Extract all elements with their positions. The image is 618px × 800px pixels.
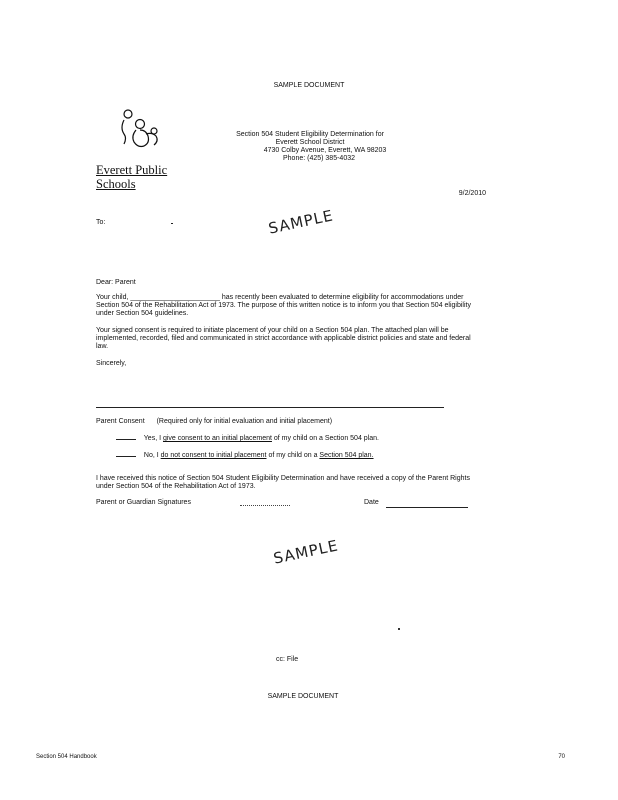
signature-line — [96, 407, 444, 408]
date-label: Date — [364, 499, 379, 506]
acknowledgment: I have received this notice of Section 504 Student Eligibility Determination and have received a copy of the Parent Rights under Section 504 of the Rehabilitation Act of 1973. — [96, 475, 470, 490]
logo-name: Everett Public Schools — [96, 163, 168, 191]
salutation: Dear: Parent — [96, 279, 136, 286]
consent-title: Parent Consent — [96, 418, 145, 425]
consent-paragraph: Your signed consent is required to initiate placement of your child on a Section 504 plan. The attached plan will be implemented, recorded, filed and communicated in strict accordance with applicable district policies and state and federal law. — [96, 327, 471, 350]
letterhead-address: 4730 Colby Avenue, Everett, WA 98203 — [263, 147, 387, 154]
letterhead — [214, 131, 406, 163]
letterhead-title: Section 504 Student Eligibility Determination for — [236, 131, 384, 138]
date-field[interactable] — [386, 507, 468, 508]
parent-signature-label: Parent or Guardian Signatures — [96, 499, 191, 506]
yes-prefix: Yes, I — [143, 435, 163, 442]
consent-no-option[interactable] — [116, 450, 374, 460]
yes-suffix: of my child on a Section 504 plan. — [271, 435, 379, 442]
eligibility-paragraph: Your child, _______________________ has recently been evaluated to determine eligibility for accommodations under Section 504 of the Rehabilitation Act of 1973. The purpose of this written notice is to inform you that Section 504 eligibility under Section 504 guidelines. — [96, 294, 471, 317]
consent-yes-option[interactable] — [116, 433, 379, 443]
letter-date: 9/2/2010 — [458, 190, 486, 197]
yes-underlined: give consent to an initial placement — [162, 435, 272, 442]
sample-stamp: SAMPLE — [266, 206, 336, 238]
district-logo — [96, 104, 192, 191]
parent-signature-field[interactable] — [240, 505, 290, 506]
sample-stamp-lower: SAMPLE — [271, 536, 341, 568]
logo-figures-icon — [96, 104, 192, 160]
to-field-mark — [171, 223, 173, 224]
no-suffix: of my child on a — [266, 452, 320, 459]
no-blank[interactable] — [116, 450, 136, 457]
no-underlined: do not consent to initial placement — [160, 452, 267, 459]
letterhead-org: Everett School District — [275, 139, 345, 146]
closing: Sincerely, — [96, 360, 127, 367]
to-label: To: — [96, 219, 106, 226]
no-prefix: No, I — [143, 452, 161, 459]
yes-blank[interactable] — [116, 433, 136, 440]
letterhead-phone: Phone: (425) 385-4032 — [283, 155, 355, 162]
enclosure-note: cc: File — [276, 656, 299, 663]
no-underlined-plan: Section 504 plan. — [319, 452, 374, 459]
header-label: SAMPLE DOCUMENT — [273, 82, 345, 89]
footer-label: SAMPLE DOCUMENT — [267, 693, 339, 700]
consent-note: (Required only for initial evaluation and initial placement) — [156, 418, 333, 425]
page-number: 70 — [558, 754, 565, 760]
consent-heading — [96, 418, 332, 426]
footer-handbook: Section 504 Handbook — [36, 754, 97, 760]
stray-mark — [398, 628, 400, 630]
